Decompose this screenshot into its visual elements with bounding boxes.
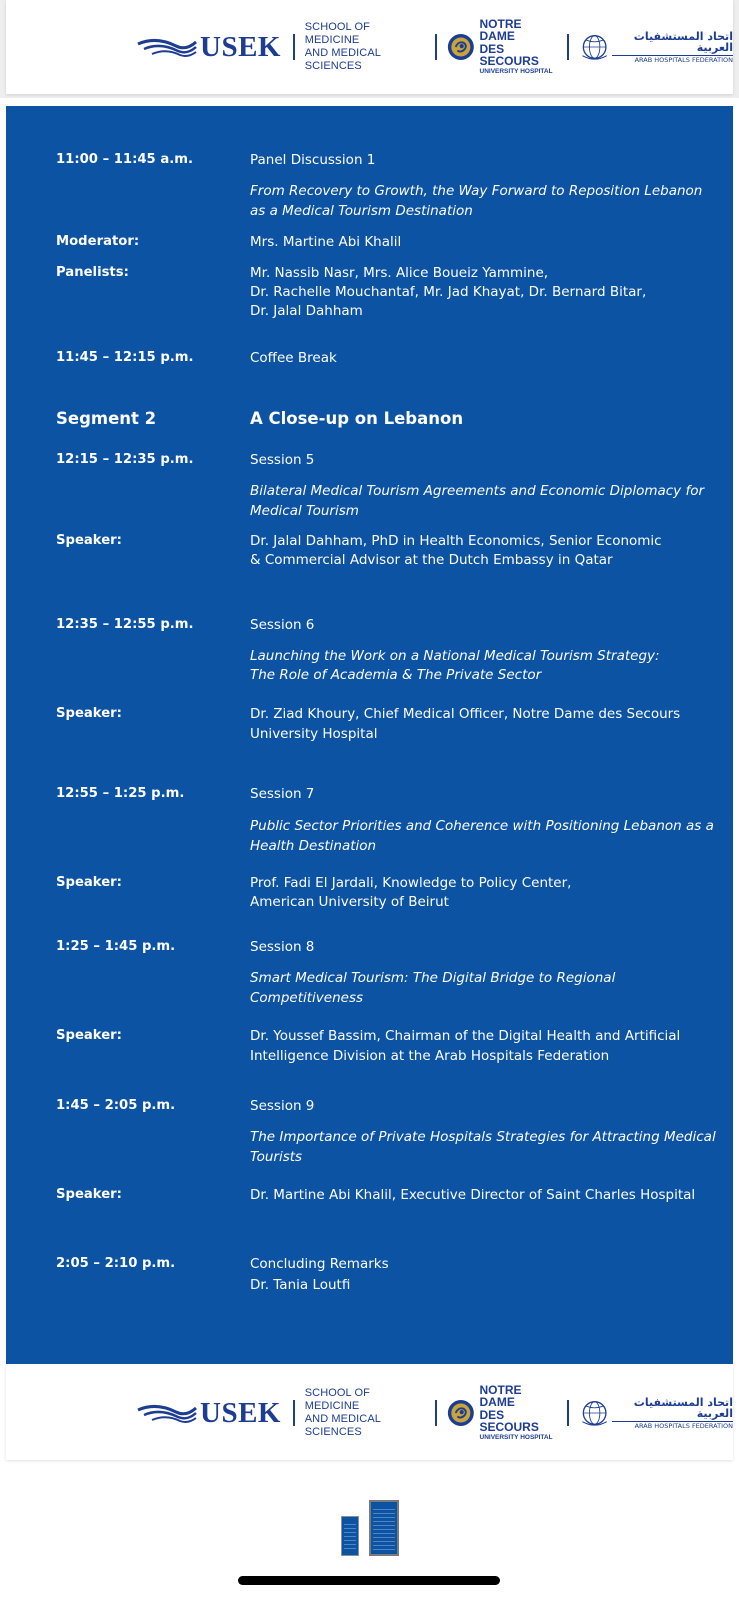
header-logo-card [6, 0, 733, 94]
usek-wave-icon [136, 36, 198, 58]
page-thumbnail-preview [373, 1506, 395, 1550]
ahf-globe-icon [579, 29, 610, 65]
ahf-wordmark [612, 31, 733, 64]
nds-emblem-icon [447, 1397, 475, 1429]
session6-time: 12:35 – 12:55 p.m. [56, 617, 194, 632]
panelists-line-2: Dr. Rachelle Mouchantaf, Mr. Jad Khayat, Dr. Bernard Bitar, [250, 284, 647, 300]
nds-line-1: NOTRE DAME [479, 17, 522, 44]
nds-line-3: UNIVERSITY HOSPITAL [479, 68, 553, 76]
session9-topic: The Importance of Private Hospitals Strategies for Attracting Medical Tourists [250, 1129, 716, 1165]
session9-title: Session 9 [250, 1098, 315, 1114]
session6-speaker-label: Speaker: [56, 706, 122, 721]
session7-time: 12:55 – 1:25 p.m. [56, 786, 185, 801]
concluding-speaker: Dr. Tania Loutfi [250, 1277, 351, 1293]
panel1-time: 11:00 – 11:45 a.m. [56, 152, 193, 167]
logo-row [136, 1383, 733, 1442]
logo-divider [435, 1400, 437, 1426]
school-line-1: SCHOOL OF MEDICINE [304, 21, 370, 46]
school-line-1: SCHOOL OF MEDICINE [304, 1387, 370, 1412]
home-indicator[interactable] [238, 1576, 500, 1585]
session5-topic: Bilateral Medical Tourism Agreements and Economic Diplomacy for Medical Tourism [250, 483, 705, 519]
usek-wave-icon [136, 1402, 198, 1424]
logo-divider [293, 34, 295, 60]
session7-topic: Public Sector Priorities and Coherence with Positioning Lebanon as a Health Destination [250, 818, 714, 854]
session7-speaker-line-1: Prof. Fadi El Jardali, Knowledge to Policy Center, [250, 875, 572, 891]
concluding-time: 2:05 – 2:10 p.m. [56, 1256, 176, 1271]
panelists-line-3: Dr. Jalal Dahham [250, 303, 363, 319]
ahf-wordmark [612, 1397, 733, 1430]
nds-emblem-icon [447, 31, 475, 63]
logo-divider [567, 34, 569, 60]
ahf-arabic: اتحاد المستشفيات العربية [633, 1395, 733, 1420]
ahf-english: ARAB HOSPITALS FEDERATION [612, 1421, 733, 1430]
logo-row [136, 17, 733, 76]
session6-topic-line-1: Launching the Work on a National Medical Tourism Strategy: [250, 648, 660, 664]
session9-speaker: Dr. Martine Abi Khalil, Executive Director of Saint Charles Hospital [250, 1187, 696, 1203]
panelists-line-1: Mr. Nassib Nasr, Mrs. Alice Boueiz Yammine, [250, 265, 549, 281]
coffee-time: 11:45 – 12:15 p.m. [56, 350, 194, 365]
ahf-english: ARAB HOSPITALS FEDERATION [612, 55, 733, 64]
session8-speaker: Dr. Youssef Bassim, Chairman of the Digital Health and Artificial Intelligence Division at the Arab Hospitals Federation [250, 1028, 681, 1064]
segment2-title: A Close-up on Lebanon [250, 409, 464, 428]
program-panel [6, 106, 733, 1364]
school-line-2: AND MEDICAL SCIENCES [304, 1413, 381, 1438]
session5-speaker-line-2: & Commercial Advisor at the Dutch Embassy in Qatar [250, 552, 613, 568]
session5-speaker-line-1: Dr. Jalal Dahham, PhD in Health Economics, Senior Economic [250, 533, 662, 549]
school-line-2: AND MEDICAL SCIENCES [304, 47, 381, 72]
moderator-label: Moderator: [56, 234, 140, 249]
coffee-title: Coffee Break [250, 350, 337, 366]
ahf-logo [579, 1395, 733, 1431]
page-thumbnails [0, 1500, 739, 1556]
ahf-globe-icon [579, 1395, 610, 1431]
usek-wordmark: USEK [200, 30, 281, 63]
session6-title: Session 6 [250, 617, 315, 633]
concluding-title: Concluding Remarks [250, 1256, 389, 1272]
session5-title: Session 5 [250, 452, 315, 468]
nds-line-2: DES SECOURS [479, 42, 539, 69]
nds-logo [447, 1384, 555, 1442]
ahf-arabic: اتحاد المستشفيات العربية [633, 29, 733, 54]
school-of-medicine-label [305, 1387, 423, 1439]
usek-wordmark: USEK [200, 1396, 281, 1429]
moderator-name: Mrs. Martine Abi Khalil [250, 234, 402, 250]
session7-title: Session 7 [250, 786, 315, 802]
nds-line-1: NOTRE DAME [479, 1383, 522, 1410]
nds-wordmark [480, 1384, 556, 1442]
logo-divider [567, 1400, 569, 1426]
panelists-label: Panelists: [56, 265, 129, 280]
session8-topic: Smart Medical Tourism: The Digital Bridge to Regional Competitiveness [250, 970, 616, 1006]
nds-wordmark [480, 18, 556, 76]
logo-divider [435, 34, 437, 60]
session8-speaker-label: Speaker: [56, 1028, 122, 1043]
footer-logo-card [6, 1366, 733, 1460]
page-thumbnail-1[interactable] [341, 1516, 359, 1556]
session8-time: 1:25 – 1:45 p.m. [56, 939, 176, 954]
session6-topic-line-2: The Role of Academia & The Private Sector [250, 667, 542, 683]
session9-time: 1:45 – 2:05 p.m. [56, 1098, 176, 1113]
page-thumbnail-preview [344, 1521, 356, 1551]
session7-speaker-label: Speaker: [56, 875, 122, 890]
school-of-medicine-label [305, 21, 423, 73]
panel1-title: Panel Discussion 1 [250, 152, 376, 168]
page-thumbnail-2-selected[interactable] [369, 1500, 399, 1556]
nds-logo [447, 18, 555, 76]
logo-divider [293, 1400, 295, 1426]
session6-speaker: Dr. Ziad Khoury, Chief Medical Officer, Notre Dame des Secours University Hospital [250, 706, 681, 742]
usek-logo [136, 1396, 281, 1429]
session5-speaker-label: Speaker: [56, 533, 122, 548]
session7-speaker-line-2: American University of Beirut [250, 894, 449, 910]
segment2-label: Segment 2 [56, 409, 157, 428]
ahf-logo [579, 29, 733, 65]
session9-speaker-label: Speaker: [56, 1187, 122, 1202]
session5-time: 12:15 – 12:35 p.m. [56, 452, 194, 467]
nds-line-2: DES SECOURS [479, 1408, 539, 1435]
usek-logo [136, 30, 281, 63]
panel1-topic: From Recovery to Growth, the Way Forward to Reposition Lebanon as a Medical Tourism Destination [250, 183, 703, 219]
session8-title: Session 8 [250, 939, 315, 955]
nds-line-3: UNIVERSITY HOSPITAL [479, 1434, 553, 1442]
